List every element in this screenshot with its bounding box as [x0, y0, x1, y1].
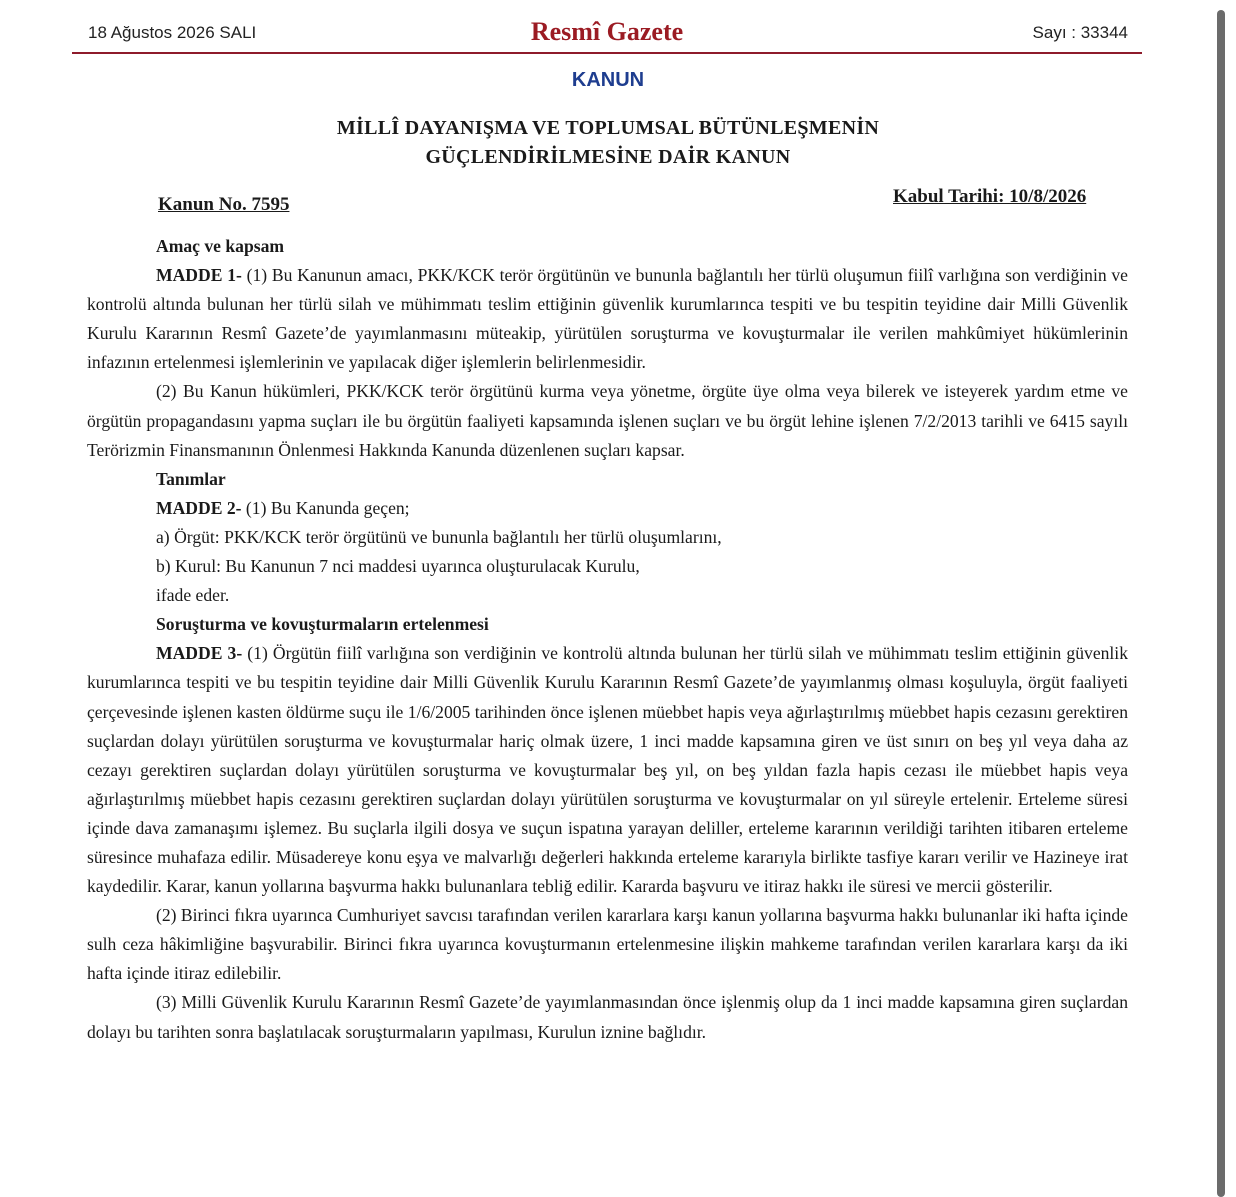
law-body — [87, 232, 1128, 1047]
article-2-item-b: b) Kurul: Bu Kanunun 7 nci maddesi uyarınca oluşturulacak Kurulu, — [156, 556, 640, 577]
vertical-scrollbar[interactable] — [1217, 10, 1225, 1197]
law-title — [0, 114, 1216, 172]
article-3-label: MADDE 3- — [156, 643, 243, 664]
issue-date: 18 Ağustos 2026 SALI — [88, 23, 257, 42]
article-2-item-a: a) Örgüt: PKK/KCK terör örgütünü ve bununla bağlantılı her türlü oluşumlarını, — [156, 526, 722, 547]
law-title-line-2: GÜÇLENDİRİLMESİNE DAİR KANUN — [425, 146, 791, 168]
acceptance-date: Kabul Tarihi: 10/8/2026 — [893, 186, 1087, 207]
article-2-closing: ifade eder. — [156, 585, 230, 606]
article-1-label: MADDE 1- — [156, 265, 242, 286]
article-3-text-1: (1) Örgütün fiilî varlığına son verdiğinin ve kontrolü altında bulunan her türlü silah ve mühimmatı teslim ettiğinin güvenlik kurumlarınca tespiti ve bu tespitin teyidine dair Milli Güvenlik Kurulu Kararının Resmî Gazete’de yayımlanmış olması koşuluyla, örgüt faaliyeti çerçevesinde işlenen kasten öldürme suçu ile 1/6/2005 tarihinden önce işlenen müebbet hapis veya ağırlaştırılmış müebbet hapis cezasını gerektiren suçlardan dolayı yürütülen soruşturma ve kovuşturmalar hariç olmak üzere, 1 inci madde kapsamına giren ve üst sınırı on beş yıl veya daha az cezayı gerektiren suçlardan dolayı yürütülen soruşturma ve kovuşturmalar beş yıl, on beş yıldan fazla hapis cezası ile müebbet hapis veya ağırlaştırılmış müebbet hapis cezasını gerektiren suçlardan dolayı yürütülen soruşturma ve kovuşturmalar on yıl süreyle ertelenir. Erteleme süresi içinde dava zamanaşımı işlemez. Bu suçlarla ilgili dosya ve suçun ispatına yarayan deliller, erteleme kararının verildiği tarihten itibaren erteleme süresince muhafaza edilir. Müsadereye konu eşya ve malvarlığı değerleri hakkında erteleme kararıyla birlikte tasfiye kararı verilir ve Hazineye irat kaydedilir. Karar, kanun yollarına başvurma hakkı bulunanlara tebliğ edilir. Kararda başvuru ve itiraz hakkı ile süresi ve mercii gösterilir. — [87, 643, 1128, 897]
issue-number: Sayı : 33344 — [1032, 23, 1128, 42]
article-3-paragraph-2: (2) Birinci fıkra uyarınca Cumhuriyet savcısı tarafından verilen kararlara karşı kanun yollarına başvurma hakkı bulunanlar iki hafta içinde sulh ceza hâkimliğine başvurabilir. Birinci fıkra uyarınca kovuşturmanın ertelenmesine ilişkin mahkeme tarafından verilen kararlara karşı da iki hafta içinde itiraz edilebilir. — [87, 905, 1128, 984]
article-3-paragraph-1 — [87, 639, 1128, 901]
document-type: KANUN — [571, 69, 645, 91]
law-title-line-1: MİLLÎ DAYANIŞMA VE TOPLUMSAL BÜTÜNLEŞMENİN — [336, 117, 880, 139]
gazette-header — [72, 14, 1142, 54]
publication-title: Resmî Gazete — [530, 17, 684, 46]
section-heading-deferral: Soruşturma ve kovuşturmaların ertelenmesi — [156, 614, 489, 635]
section-heading-definitions: Tanımlar — [156, 468, 226, 489]
article-2-intro: (1) Bu Kanunda geçen; — [241, 497, 410, 518]
article-3-paragraph-3: (3) Milli Güvenlik Kurulu Kararının Resmî Gazete’de yayımlanmasından önce işlenmiş olup da 1 inci madde kapsamına giren suçlardan dolayı bu tarihten sonra başlatılacak soruşturmaların yapılması, Kurulun iznine bağlıdır. — [87, 992, 1128, 1042]
article-2-paragraph-1 — [87, 494, 1128, 523]
article-1-paragraph-1 — [87, 261, 1128, 377]
article-1-text-1: (1) Bu Kanunun amacı, PKK/KCK terör örgütünün ve bununla bağlantılı her türlü oluşumun fiilî varlığına son verdiğinin ve kontrolü altında bulunan her türlü silah ve mühimmatı teslim ettiğinin güvenlik kurumlarınca tespiti ve bu tespitin teyidine dair Milli Güvenlik Kurulu Kararının Resmî Gazete’de yayımlanmasını müteakip, yürütülen soruşturma ve kovuşturmalar ile verilen mahkûmiyet hükümlerinin infazının ertelenmesi işlemlerinin ve yapılacak diğer işlemlerin belirlenmesidir. — [87, 265, 1128, 373]
section-heading-purpose: Amaç ve kapsam — [156, 236, 285, 256]
article-2-label: MADDE 2- — [156, 497, 242, 518]
law-number: Kanun No. 7595 — [158, 194, 290, 215]
article-1-paragraph-2: (2) Bu Kanun hükümleri, PKK/KCK terör örgütünü kurma veya yönetme, örgüte üye olma veya bilerek ve isteyerek yardım etme ve örgütün propagandasını yapma suçları ile bu örgütün faaliyeti kapsamında işlenen suçları ve bu örgüt lehine işlenen 7/2/2013 tarihli ve 6415 sayılı Terörizmin Finansmanının Önlenmesi Hakkında Kanunda düzenlenen suçları kapsar. — [87, 381, 1128, 460]
